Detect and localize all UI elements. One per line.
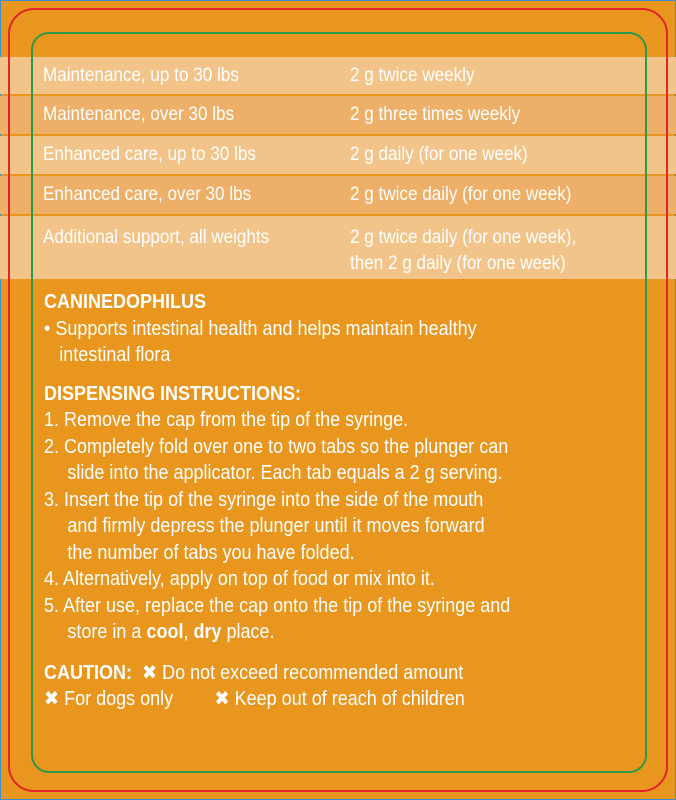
dosage-value: 2 g twice daily (for one week) [350,184,572,205]
instruction-step-continued [44,619,584,646]
label-text [44,289,644,713]
product-name: CANINEDOPHILUS [44,291,207,313]
bullet-icon: • [44,317,51,340]
place-text: place. [221,621,275,643]
caution-label: CAUTION: [44,661,132,684]
instruction-step-continued: slide into the applicator. Each tab equals a 2 g serving. [67,462,503,484]
table-row [0,96,676,134]
caution-line [44,686,584,713]
dosage-label: Maintenance, up to 30 lbs [43,65,239,86]
benefit-line [44,316,584,343]
dosage-value-continued: then 2 g daily (for one week) [350,253,566,274]
table-row [0,57,676,94]
caution-item: Keep out of reach of children [234,688,465,710]
benefit-line-continued: intestinal flora [59,344,171,366]
instruction-step: 4. Alternatively, apply on top of food or mix into it. [44,568,435,590]
step5-text: store in a [67,621,147,643]
instruction-step: 1. Remove the cap from the tip of the syringe. [44,409,409,431]
comma-text: , [183,621,194,643]
dosage-label: Maintenance, over 30 lbs [43,104,235,125]
cool-text: cool [146,621,184,643]
x-icon: ✖ [214,688,230,710]
dosage-label: Enhanced care, up to 30 lbs [43,144,256,165]
dosage-value: 2 g twice weekly [350,65,475,86]
dosage-value: 2 g daily (for one week) [350,144,528,165]
x-icon: ✖ [44,688,60,710]
instruction-step-continued: and firmly depress the plunger until it moves forward [67,515,485,537]
x-icon: ✖ [142,661,158,684]
instruction-step: 5. After use, replace the cap onto the tip of the syringe and [44,594,511,617]
table-row [0,216,676,279]
table-row [0,136,676,174]
caution-item: For dogs only [64,688,174,710]
dosage-value: 2 g three times weekly [350,104,521,125]
instructions-heading: DISPENSING INSTRUCTIONS: [44,382,302,405]
table-row [0,176,676,214]
instruction-step: 3. Insert the tip of the syringe into the side of the mouth [44,488,484,511]
caution-line [44,660,584,687]
benefit-text: Supports intestinal health and helps maintain healthy [55,317,477,340]
dosage-value: 2 g twice daily (for one week), [350,227,577,248]
dosage-label: Additional support, all weights [43,227,270,248]
instruction-step-continued: the number of tabs you have folded. [67,541,355,564]
instruction-step: 2. Completely fold over one to two tabs so the plunger can [44,435,509,458]
dry-text: dry [193,621,222,643]
caution-item: Do not exceed recommended amount [162,661,464,684]
dosage-label: Enhanced care, over 30 lbs [43,184,252,205]
